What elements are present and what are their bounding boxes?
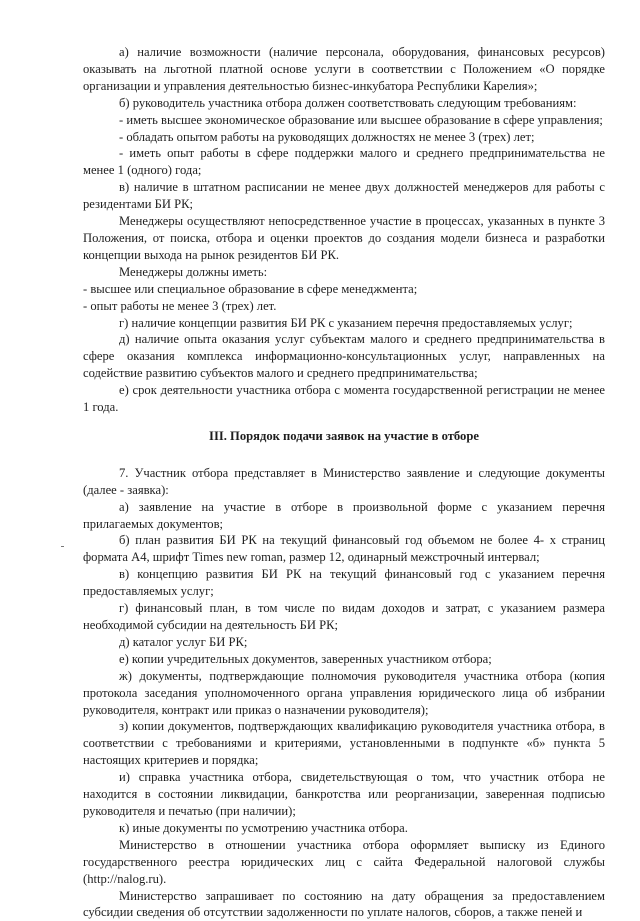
scan-speck	[61, 546, 64, 547]
paragraph-a-capacity: а) наличие возможности (наличие персонала, оборудования, финансовых ресурсов) оказывать на льготной платной основе услуги в соответствии с Положением «О порядке организации и управления деятельностью бизнес-инкубатора Республики Карелия»;	[83, 44, 605, 95]
paragraph-e-founding-docs: е) копии учредительных документов, заверенных участником отбора;	[83, 651, 605, 668]
section-heading: III. Порядок подачи заявок на участие в отборе	[83, 428, 605, 445]
paragraph-7-application: 7. Участник отбора представляет в Министерство заявление и следующие документы (далее - заявка):	[83, 465, 605, 499]
paragraph-d-catalog: д) каталог услуг БИ РК;	[83, 634, 605, 651]
paragraph-v-managers: в) наличие в штатном расписании не менее двух должностей менеджеров для работы с резидентами БИ РК;	[83, 179, 605, 213]
paragraph-i-certificate: и) справка участника отбора, свидетельствующая о том, что участник отбора не находится в состоянии ликвидации, банкротства или реорганизации, заверенная подписью руководителя и печатью (при наличии);	[83, 769, 605, 820]
paragraph-managers-must: Менеджеры должны иметь:	[83, 264, 605, 281]
paragraph-b-plan: б) план развития БИ РК на текущий финансовый год объемом не более 4- х страниц формата А4, шрифт Times new roman, размер 12, одинарный межстрочный интервал;	[83, 532, 605, 566]
paragraph-ministry-extract: Министерство в отношении участника отбора оформляет выписку из Единого государственного реестра юридических лиц с сайта Федеральной налоговой службы (http://nalog.ru).	[83, 837, 605, 888]
paragraph-e-term: е) срок деятельности участника отбора с момента государственной регистрации не менее 1 года.	[83, 382, 605, 416]
paragraph-managers-education: - высшее или специальное образование в сфере менеджмента;	[83, 281, 605, 298]
paragraph-head-education: - иметь высшее экономическое образование или высшее образование в сфере управления;	[83, 112, 605, 129]
paragraph-z-qualification: з) копии документов, подтверждающих квалификацию руководителя участника отбора, в соответствии с требованиями и критериями, установленными в подпункте «б» пункта 5 настоящих критериев и порядка;	[83, 718, 605, 769]
paragraph-managers-experience: - опыт работы не менее 3 (трех) лет.	[83, 298, 605, 315]
paragraph-zh-authority: ж) документы, подтверждающие полномочия руководителя участника отбора (копия протокола заседания уполномоченного органа управления юридического лица об избрании руководителя, контракт или приказ о назначении руководителя);	[83, 668, 605, 719]
paragraph-a-statement: а) заявление на участие в отборе в произвольной форме с указанием перечня прилагаемых документов;	[83, 499, 605, 533]
paragraph-b-head-requirements: б) руководитель участника отбора должен соответствовать следующим требованиям:	[83, 95, 605, 112]
paragraph-v-concept: в) концепцию развития БИ РК на текущий финансовый год с указанием перечня предоставляемых услуг;	[83, 566, 605, 600]
paragraph-head-experience: - обладать опытом работы на руководящих должностях не менее 3 (трех) лет;	[83, 129, 605, 146]
paragraph-head-support-experience: - иметь опыт работы в сфере поддержки малого и среднего предпринимательства не менее 1 (одного) года;	[83, 145, 605, 179]
paragraph-ministry-request: Министерство запрашивает по состоянию на дату обращения за предоставлением субсидии сведения об отсутствии задолженности по уплате налогов, сборов, а также пеней и	[83, 888, 605, 921]
paragraph-managers-role: Менеджеры осуществляют непосредственное участие в процессах, указанных в пункте 3 Положения, от поиска, отбора и оценки проектов до создания модели бизнеса и разработки концепции выхода на рынок резидентов БИ РК.	[83, 213, 605, 264]
paragraph-g-financial-plan: г) финансовый план, в том числе по видам доходов и затрат, с указанием размера необходимой субсидии на деятельность БИ РК;	[83, 600, 605, 634]
paragraph-g-concept: г) наличие концепции развития БИ РК с указанием перечня предоставляемых услуг;	[83, 315, 605, 332]
paragraph-k-other-docs: к) иные документы по усмотрению участника отбора.	[83, 820, 605, 837]
paragraph-d-experience: д) наличие опыта оказания услуг субъектам малого и среднего предпринимательства в сфере оказания комплекса информационно-консультационных услуг, направленных на содействие развитию субъектов малого и среднего предпринимательства;	[83, 331, 605, 382]
